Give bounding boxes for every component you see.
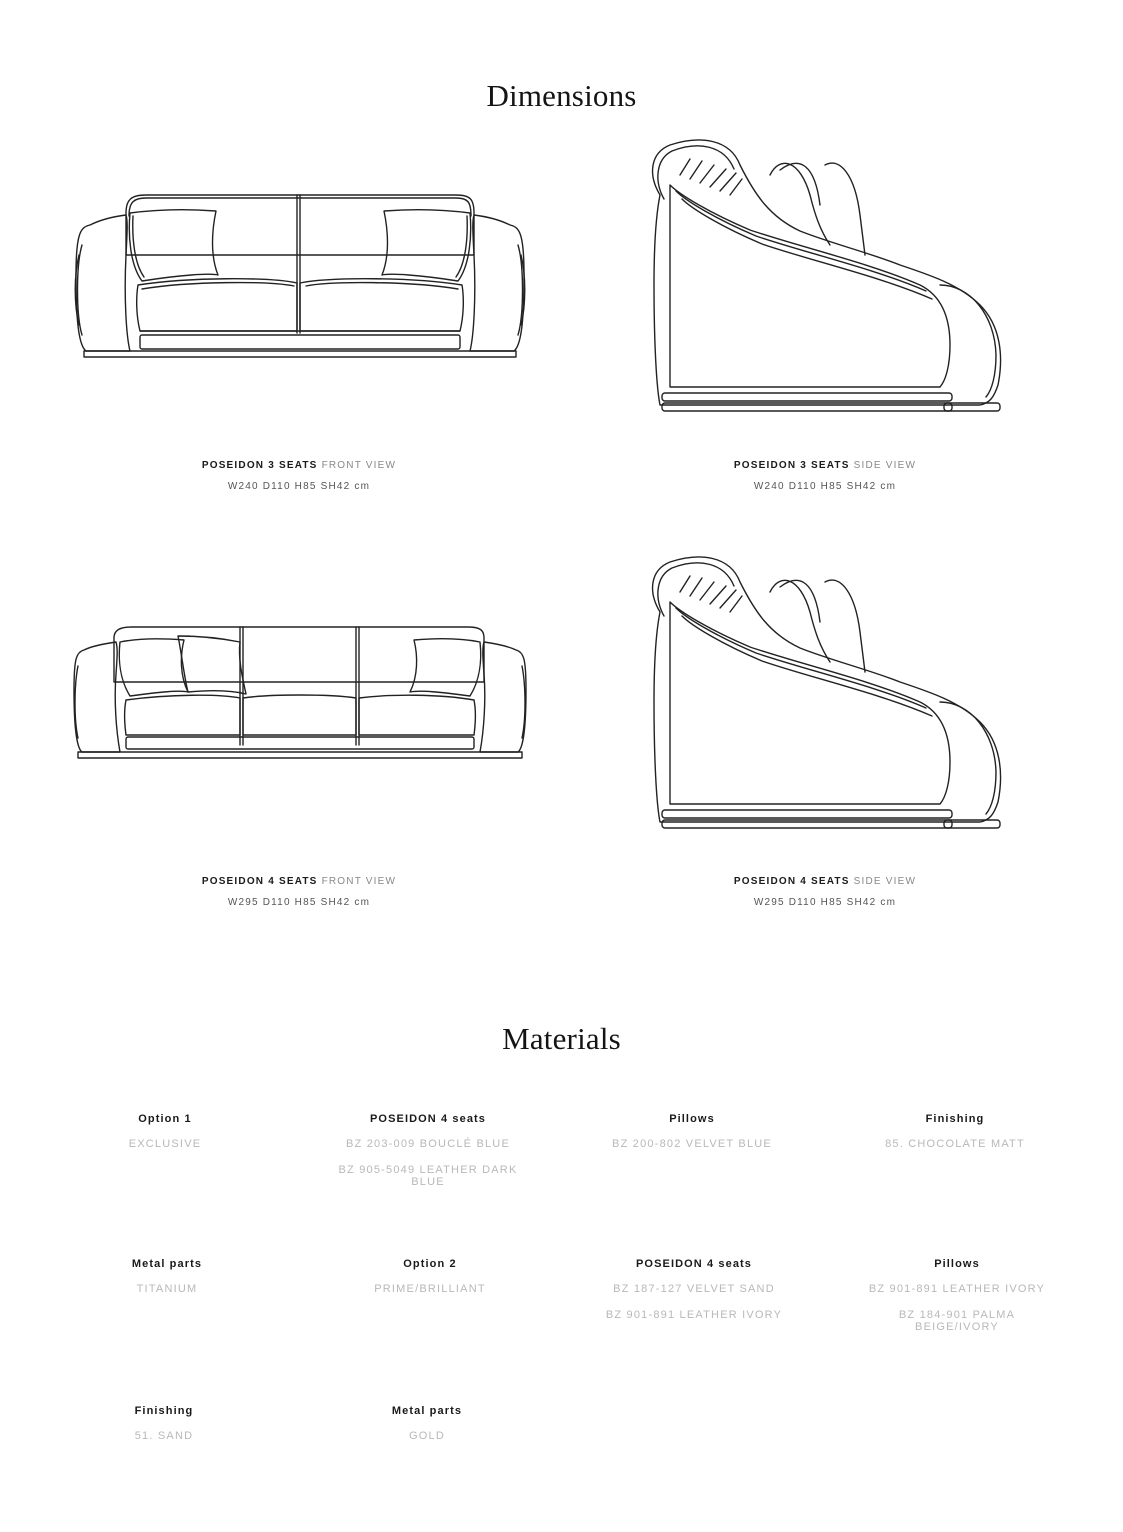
material-pillows [857,1257,1057,1333]
view-label: FRONT VIEW [321,460,397,471]
sofa-3-seats-front-drawing [70,185,530,365]
product-name: POSEIDON 4 SEATS [201,876,318,887]
view-label: SIDE VIEW [853,460,917,471]
materials-title: Materials [502,1021,621,1056]
material-finishing [855,1112,1055,1150]
material-finishing [64,1404,264,1442]
material-label: Metal parts [391,1405,463,1417]
dimensions-value: W295 D110 H85 SH42 cm [227,897,371,908]
caption-3-seats-front [89,459,509,494]
material-label: Pillows [934,1258,980,1270]
material-poseidon-4-seats [328,1112,528,1188]
material-value: BZ 901-891 LEATHER IVORY [605,1309,783,1321]
material-value: BZ 184-901 PALMA BEIGE/IVORY [898,1309,1016,1333]
product-name: POSEIDON 3 SEATS [733,460,850,471]
material-label: Finishing [134,1405,194,1417]
material-value: 85. CHOCOLATE MATT [885,1138,1025,1150]
material-label: POSEIDON 4 seats [635,1258,753,1270]
material-value: BZ 901-891 LEATHER IVORY [868,1283,1046,1295]
material-pillows [592,1112,792,1150]
material-value: BZ 200-802 VELVET BLUE [612,1138,772,1150]
material-value: BZ 187-127 VELVET SAND [613,1283,775,1295]
material-metal-parts [327,1404,527,1442]
caption-4-seats-front [89,875,509,910]
material-label: Option 1 [138,1113,192,1125]
material-option-2 [330,1257,530,1295]
view-label: FRONT VIEW [321,876,397,887]
material-option-1 [65,1112,265,1150]
material-label: Pillows [669,1113,715,1125]
dimensions-value: W240 D110 H85 SH42 cm [227,481,371,492]
material-value: BZ 905-5049 LEATHER DARK BLUE [338,1164,518,1188]
caption-4-seats-side [615,875,1035,910]
material-value: BZ 203-009 BOUCLÉ BLUE [346,1138,510,1150]
caption-3-seats-side [615,459,1035,494]
dimensions-value: W240 D110 H85 SH42 cm [753,481,897,492]
dimensions-value: W295 D110 H85 SH42 cm [753,897,897,908]
sofa-3-seats-side-drawing [640,135,1010,420]
material-poseidon-4-seats [594,1257,794,1321]
sofa-4-seats-side-drawing [640,552,1010,837]
material-label: Metal parts [131,1258,203,1270]
product-name: POSEIDON 4 SEATS [733,876,850,887]
sofa-4-seats-front-drawing [70,620,530,765]
material-label: Finishing [925,1113,985,1125]
dimensions-title: Dimensions [486,78,637,113]
material-label: Option 2 [403,1258,457,1270]
product-name: POSEIDON 3 SEATS [201,460,318,471]
view-label: SIDE VIEW [853,876,917,887]
material-value: GOLD [409,1430,445,1442]
material-value: 51. SAND [134,1430,194,1442]
material-metal-parts [67,1257,267,1295]
material-value: EXCLUSIVE [128,1138,202,1150]
material-value: TITANIUM [136,1283,198,1295]
material-value: PRIME/BRILLIANT [374,1283,486,1295]
material-label: POSEIDON 4 seats [369,1113,487,1125]
